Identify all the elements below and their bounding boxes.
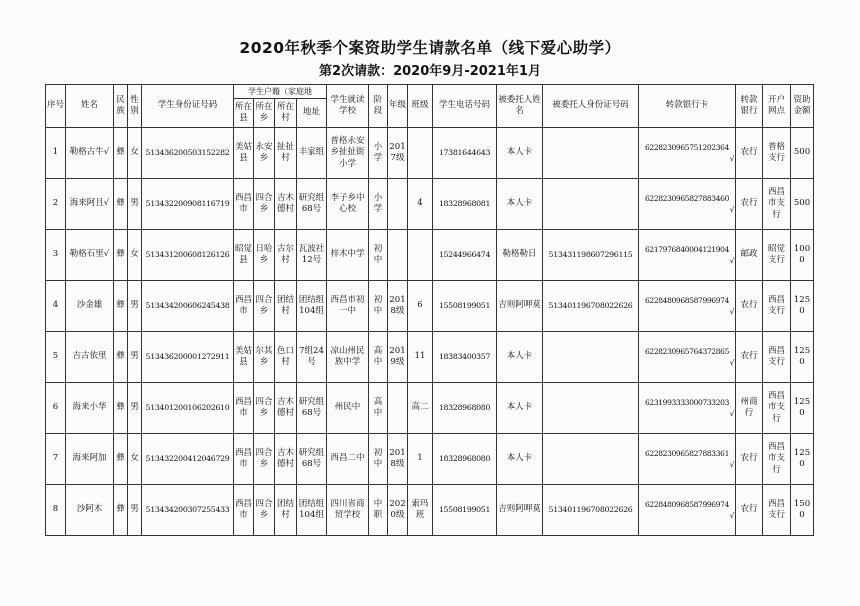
cell-seq: 6 [46, 383, 66, 434]
cell-branch: 西昌市支行 [763, 434, 791, 485]
cell-village: 团结村 [275, 485, 297, 536]
student-table [45, 84, 814, 536]
header-village: 所在村 [275, 99, 297, 128]
cell-amount: 1250 [791, 332, 814, 383]
cell-stage: 中职 [369, 485, 388, 536]
document-title: 2020年秋季个案资助学生请款名单（线下爱心助学） [239, 39, 621, 57]
cell-class [408, 128, 433, 179]
cell-school: 李子乡中心校 [327, 179, 369, 230]
cell-agent-id [543, 383, 639, 434]
cell-agent-name: 吉则阿呷莫 [497, 281, 543, 332]
cell-agent-name: 本人卡 [497, 179, 543, 230]
cell-stage: 高中 [369, 383, 388, 434]
header-gender: 性别 [128, 85, 142, 128]
cell-agent-id: 513401196708022626 [543, 485, 639, 536]
check-mark: √ [103, 249, 110, 260]
cell-address: 7组24号 [297, 332, 327, 383]
cell-name: 海来阿加 [66, 434, 114, 485]
cell-amount: 1500 [791, 485, 814, 536]
cell-phone: 15508199051 [433, 281, 497, 332]
cell-ethnicity: 彝 [114, 128, 128, 179]
cell-gender: 男 [128, 485, 142, 536]
cell-agent-name: 吉则阿呷莫 [497, 485, 543, 536]
cell-village: 吉木德村 [275, 434, 297, 485]
cell-gender: 男 [128, 179, 142, 230]
cell-bank-card: 6231993333000733203 √ [639, 383, 736, 434]
header-school: 学生就读学校 [327, 85, 369, 128]
header-address: 地址 [297, 99, 327, 128]
check-mark: √ [729, 307, 734, 316]
header-seq: 序号 [46, 85, 66, 128]
cell-class [408, 230, 433, 281]
cell-id-number: 513432200908116719 [142, 179, 234, 230]
cell-ethnicity: 彝 [114, 485, 128, 536]
cell-bank-card: 6228480968587996974 √ [639, 281, 736, 332]
table-row [46, 179, 814, 230]
cell-amount: 500 [791, 179, 814, 230]
cell-class: 高二 [408, 383, 433, 434]
cell-branch: 西昌市支行 [763, 383, 791, 434]
cell-phone: 17381644643 [433, 128, 497, 179]
cell-ethnicity: 彝 [114, 332, 128, 383]
cell-bank: 农行 [736, 332, 763, 383]
check-mark: √ [103, 198, 110, 209]
cell-amount: 1250 [791, 434, 814, 485]
check-mark: √ [729, 460, 734, 469]
cell-bank: 州商行 [736, 383, 763, 434]
cell-township: 日哈乡 [254, 230, 275, 281]
cell-county: 西昌市 [234, 485, 254, 536]
cell-class: 11 [408, 332, 433, 383]
header-row-1 [46, 85, 814, 99]
header-name: 姓名 [66, 85, 114, 128]
header-bank-card: 转款银行卡 [639, 85, 736, 128]
cell-bank: 邮政 [736, 230, 763, 281]
cell-id-number: 513434200606245438 [142, 281, 234, 332]
cell-agent-id [543, 179, 639, 230]
cell-township: 尔其乡 [254, 332, 275, 383]
cell-ethnicity: 彝 [114, 434, 128, 485]
cell-phone: 18328968080 [433, 383, 497, 434]
check-mark: √ [729, 154, 734, 163]
cell-stage: 初中 [369, 230, 388, 281]
cell-county: 西昌市 [234, 434, 254, 485]
cell-ethnicity: 彝 [114, 179, 128, 230]
cell-ethnicity: 彝 [114, 281, 128, 332]
cell-name: 海来阿且√ [66, 179, 114, 230]
cell-class: 6 [408, 281, 433, 332]
cell-id-number: 513436200503152282 [142, 128, 234, 179]
table-row [46, 434, 814, 485]
check-mark: √ [729, 358, 734, 367]
cell-agent-name: 本人卡 [497, 434, 543, 485]
cell-amount: 500 [791, 128, 814, 179]
cell-village: 团结村 [275, 281, 297, 332]
cell-address: 研究组68号 [297, 179, 327, 230]
cell-name: 海来小华 [66, 383, 114, 434]
cell-branch: 西昌支行 [763, 485, 791, 536]
cell-branch: 西昌支行 [763, 332, 791, 383]
cell-phone: 18383400357 [433, 332, 497, 383]
cell-id-number: 513432200412046729 [142, 434, 234, 485]
cell-gender: 男 [128, 281, 142, 332]
cell-class: 1 [408, 434, 433, 485]
cell-school: 普格永安乡扯扯街小学 [327, 128, 369, 179]
cell-address: 团结组104组 [297, 281, 327, 332]
cell-class: 4 [408, 179, 433, 230]
cell-bank-card: 6228230965827883460 √ [639, 179, 736, 230]
cell-county: 西昌市 [234, 179, 254, 230]
cell-address: 研究组68号 [297, 383, 327, 434]
cell-school: 凉山州民族中学 [327, 332, 369, 383]
cell-name: 吉古依里 [66, 332, 114, 383]
cell-bank: 农行 [736, 281, 763, 332]
cell-bank-card: 6228230965827883361 √ [639, 434, 736, 485]
check-mark: √ [103, 147, 110, 158]
cell-name: 勒格古牛√ [66, 128, 114, 179]
cell-bank-card: 6228230965764372865 √ [639, 332, 736, 383]
cell-agent-name: 本人卡 [497, 332, 543, 383]
header-township: 所在乡 [254, 99, 275, 128]
header-id-number: 学生身份证号码 [142, 85, 234, 128]
cell-agent-name: 勒格勒日 [497, 230, 543, 281]
cell-ethnicity: 彝 [114, 230, 128, 281]
cell-seq: 4 [46, 281, 66, 332]
cell-township: 四合乡 [254, 434, 275, 485]
cell-township: 四合乡 [254, 485, 275, 536]
cell-village: 色口村 [275, 332, 297, 383]
cell-ethnicity: 彝 [114, 383, 128, 434]
cell-grade [388, 230, 408, 281]
cell-school: 西昌二中 [327, 434, 369, 485]
cell-address: 丰家组 [297, 128, 327, 179]
cell-county: 美姑县 [234, 332, 254, 383]
cell-agent-id [543, 332, 639, 383]
cell-bank: 农行 [736, 485, 763, 536]
cell-school: 州民中 [327, 383, 369, 434]
table-row [46, 281, 814, 332]
cell-township: 四合乡 [254, 179, 275, 230]
table-row [46, 332, 814, 383]
cell-bank: 农行 [736, 179, 763, 230]
cell-county: 昭觉县 [234, 230, 254, 281]
cell-county: 西昌市 [234, 383, 254, 434]
cell-stage: 高中 [369, 332, 388, 383]
cell-grade: 2017级 [388, 128, 408, 179]
header-stage: 阶段 [369, 85, 388, 128]
cell-gender: 男 [128, 332, 142, 383]
table-row [46, 383, 814, 434]
cell-seq: 8 [46, 485, 66, 536]
cell-grade: 2019级 [388, 332, 408, 383]
table-row [46, 128, 814, 179]
cell-bank-card: 6228230965751202364 √ [639, 128, 736, 179]
cell-village: 吉木德村 [275, 383, 297, 434]
document-subtitle: 第2次请款：2020年9月-2021年1月 [319, 64, 541, 79]
cell-id-number: 513431200608126126 [142, 230, 234, 281]
header-grade: 年级 [388, 85, 408, 128]
cell-school: 梓木中学 [327, 230, 369, 281]
cell-seq: 3 [46, 230, 66, 281]
check-mark: √ [729, 409, 734, 418]
cell-gender: 女 [128, 230, 142, 281]
cell-bank-card: 6217976840004121904 √ [639, 230, 736, 281]
cell-phone: 15508199051 [433, 485, 497, 536]
cell-school: 西昌市初一中 [327, 281, 369, 332]
check-mark: √ [729, 256, 734, 265]
cell-gender: 男 [128, 383, 142, 434]
cell-phone: 18328968080 [433, 434, 497, 485]
cell-address: 瓦波社12号 [297, 230, 327, 281]
cell-bank: 农行 [736, 434, 763, 485]
cell-phone: 15244966474 [433, 230, 497, 281]
cell-township: 永安乡 [254, 128, 275, 179]
check-mark: √ [729, 511, 734, 520]
cell-township: 四合乡 [254, 281, 275, 332]
cell-gender: 女 [128, 434, 142, 485]
header-phone: 学生电话号码 [433, 85, 497, 128]
table-row [46, 485, 814, 536]
cell-stage: 初中 [369, 281, 388, 332]
header-agent-id: 被委托人身份证号码 [543, 85, 639, 128]
cell-id-number: 513401200106202610 [142, 383, 234, 434]
header-county: 所在县 [234, 99, 254, 128]
header-household: 学生户籍（家庭地 [234, 85, 327, 99]
cell-branch: 昭觉支行 [763, 230, 791, 281]
header-class: 班级 [408, 85, 433, 128]
header-bank: 转款银行 [736, 85, 763, 128]
cell-grade: 2018级 [388, 434, 408, 485]
header-amount: 资助金额 [791, 85, 814, 128]
cell-agent-name: 本人卡 [497, 128, 543, 179]
cell-agent-id: 513401196708022626 [543, 281, 639, 332]
cell-seq: 7 [46, 434, 66, 485]
cell-phone: 18328968081 [433, 179, 497, 230]
header-agent-name: 被委托人姓名 [497, 85, 543, 128]
cell-id-number: 513436200001272911 [142, 332, 234, 383]
cell-village: 吉木德村 [275, 179, 297, 230]
cell-class: 索玛班 [408, 485, 433, 536]
cell-stage: 小学 [369, 179, 388, 230]
cell-seq: 5 [46, 332, 66, 383]
cell-county: 美姑县 [234, 128, 254, 179]
cell-name: 沙阿木 [66, 485, 114, 536]
cell-stage: 小学 [369, 128, 388, 179]
cell-amount: 1000 [791, 230, 814, 281]
table-row [46, 230, 814, 281]
cell-address: 团结组104组 [297, 485, 327, 536]
cell-name: 沙金雄 [66, 281, 114, 332]
cell-agent-id: 513431198607296115 [543, 230, 639, 281]
cell-agent-name: 本人卡 [497, 383, 543, 434]
header-ethnicity: 民族 [114, 85, 128, 128]
cell-bank-card: 6228480968587996974 √ [639, 485, 736, 536]
cell-name: 勒格石里√ [66, 230, 114, 281]
cell-stage: 初中 [369, 434, 388, 485]
header-branch: 开户网点 [763, 85, 791, 128]
cell-seq: 1 [46, 128, 66, 179]
cell-branch: 西昌支行 [763, 281, 791, 332]
cell-amount: 1250 [791, 281, 814, 332]
cell-grade: 2020级 [388, 485, 408, 536]
cell-bank: 农行 [736, 128, 763, 179]
cell-grade [388, 383, 408, 434]
cell-village: 古尔村 [275, 230, 297, 281]
cell-village: 扯扯村 [275, 128, 297, 179]
check-mark: √ [729, 205, 734, 214]
cell-id-number: 513434200307255433 [142, 485, 234, 536]
cell-county: 西昌市 [234, 281, 254, 332]
cell-seq: 2 [46, 179, 66, 230]
cell-township: 四合乡 [254, 383, 275, 434]
cell-grade: 2018级 [388, 281, 408, 332]
cell-agent-id [543, 434, 639, 485]
cell-branch: 西昌市支行 [763, 179, 791, 230]
cell-grade [388, 179, 408, 230]
cell-address: 研究组68号 [297, 434, 327, 485]
cell-branch: 普格支行 [763, 128, 791, 179]
cell-school: 四川省商贸学校 [327, 485, 369, 536]
cell-amount: 1250 [791, 383, 814, 434]
cell-gender: 女 [128, 128, 142, 179]
cell-agent-id [543, 128, 639, 179]
